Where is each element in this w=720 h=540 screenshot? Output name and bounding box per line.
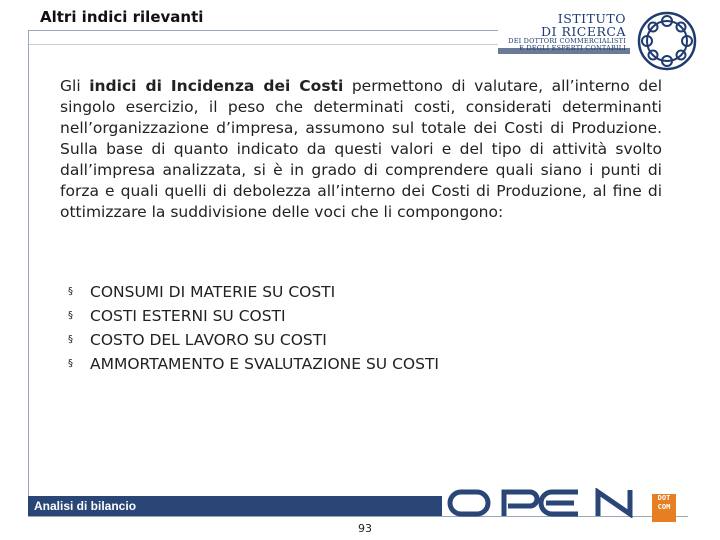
logo-line-3: DEI DOTTORI COMMERCIALISTI bbox=[508, 37, 626, 46]
header-divider bbox=[28, 30, 498, 31]
list-item-label: COSTO DEL LAVORO SU COSTI bbox=[90, 331, 327, 349]
badge-top: DOT bbox=[657, 494, 671, 502]
logo-line-2: DI RICERCA bbox=[541, 24, 626, 40]
list-item bbox=[68, 328, 439, 352]
list-item-label: AMMORTAMENTO E SVALUTAZIONE SU COSTI bbox=[90, 355, 439, 373]
open-logo bbox=[446, 488, 646, 518]
bullet-icon: § bbox=[68, 310, 73, 321]
list-item-label: COSTI ESTERNI SU COSTI bbox=[90, 307, 286, 325]
dot-com-badge bbox=[652, 494, 676, 522]
list-item bbox=[68, 352, 439, 376]
paragraph-body: permettono di valutare, all’interno del singolo esercizio, il peso che determinati costi, considerati determinanti nell’organizzazione d’impresa, assumono sul totale dei Costi di Produzione. Sulla base di quanto indicato da questi valori e del tipo di attività svolto dall’impresa analizzata, si è in grado di comprendere quali siano i punti di forza e quali quelli di debolezza all’interno dei Costi di Produzione, al fine di ottimizzare la suddivisione delle voci che li compongono: bbox=[60, 77, 662, 221]
bullet-icon: § bbox=[68, 358, 73, 369]
intro-paragraph bbox=[60, 76, 662, 223]
bullet-icon: § bbox=[68, 286, 73, 297]
paragraph-lead: Gli bbox=[60, 77, 90, 95]
institute-logo-text bbox=[500, 12, 626, 52]
badge-bottom: COM bbox=[657, 503, 671, 511]
page-number: 93 bbox=[358, 522, 372, 535]
left-border bbox=[28, 30, 29, 510]
list-item bbox=[68, 280, 439, 304]
ratio-list bbox=[68, 280, 439, 376]
list-item-label: CONSUMI DI MATERIE SU COSTI bbox=[90, 283, 336, 301]
logo-line-4: E DEGLI ESPERTI CONTABILI bbox=[519, 44, 626, 53]
footer-label: Analisi di bilancio bbox=[34, 499, 137, 513]
header-divider-secondary bbox=[28, 44, 498, 45]
paragraph-highlight: indici di Incidenza dei Costi bbox=[89, 77, 344, 95]
list-item bbox=[68, 304, 439, 328]
bullet-icon: § bbox=[68, 334, 73, 345]
institute-emblem-icon bbox=[636, 10, 698, 72]
logo-line-1: ISTITUTO bbox=[557, 11, 626, 26]
page-title: Altri indici rilevanti bbox=[40, 8, 204, 26]
main-content bbox=[60, 76, 662, 223]
